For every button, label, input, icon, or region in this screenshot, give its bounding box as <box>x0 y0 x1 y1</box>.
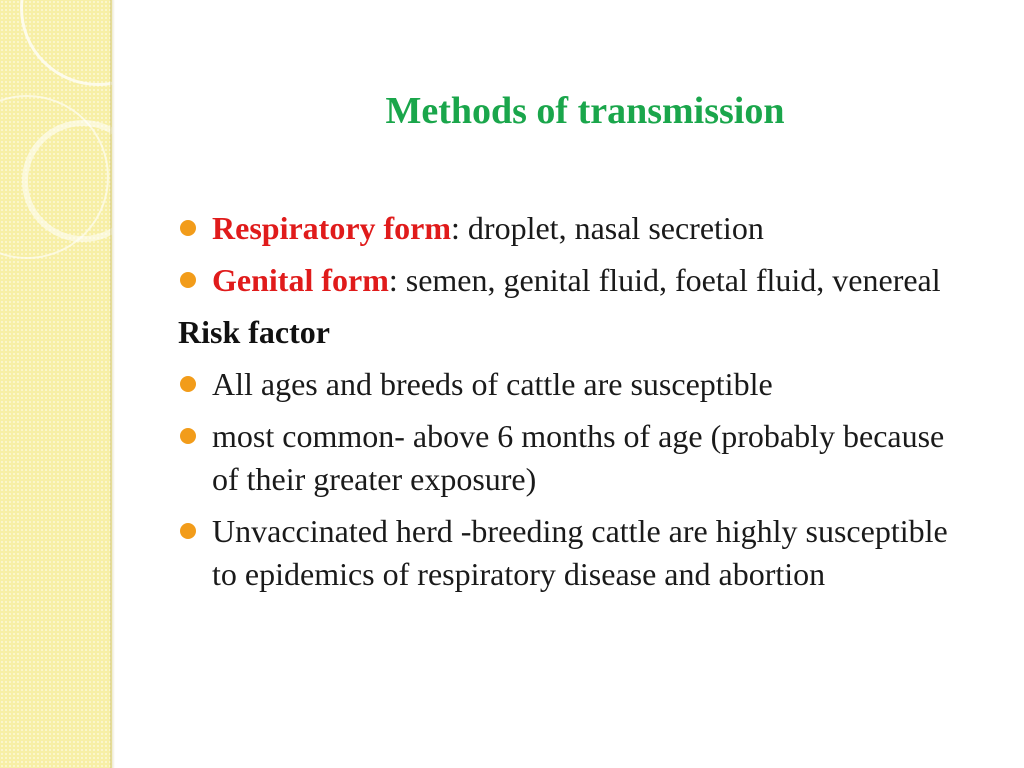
bullet-dot-icon <box>180 523 196 539</box>
bullet-dot-icon <box>180 272 196 288</box>
term-respiratory-form: Respiratory form <box>212 210 452 246</box>
respiratory-form-text: : droplet, nasal secretion <box>451 210 764 246</box>
bullet-risk-factor <box>178 510 978 596</box>
risk-factor-text: All ages and breeds of cattle are susceptible <box>212 366 773 402</box>
risk-factor-text: Unvaccinated herd -breeding cattle are highly susceptible to epidemics of respiratory disease and abortion <box>212 513 948 592</box>
bullet-dot-icon <box>180 376 196 392</box>
bullet-genital-form <box>178 259 978 302</box>
risk-factor-text: most common- above 6 months of age (probably because of their greater exposure) <box>212 418 945 497</box>
bullet-dot-icon <box>180 428 196 444</box>
term-genital-form: Genital form <box>212 262 389 298</box>
bullet-respiratory-form <box>178 207 978 250</box>
bullet-risk-factor <box>178 415 978 501</box>
decorative-ring <box>20 0 112 86</box>
genital-form-text: : semen, genital fluid, foetal fluid, venereal <box>388 262 941 298</box>
side-band-edge <box>110 0 115 768</box>
slide-content <box>178 207 978 605</box>
slide-title: Methods of transmission <box>385 90 785 132</box>
risk-factor-heading: Risk factor <box>178 314 330 350</box>
bullet-risk-factor <box>178 363 978 406</box>
decorative-side-band <box>0 0 112 768</box>
bullet-dot-icon <box>180 220 196 236</box>
